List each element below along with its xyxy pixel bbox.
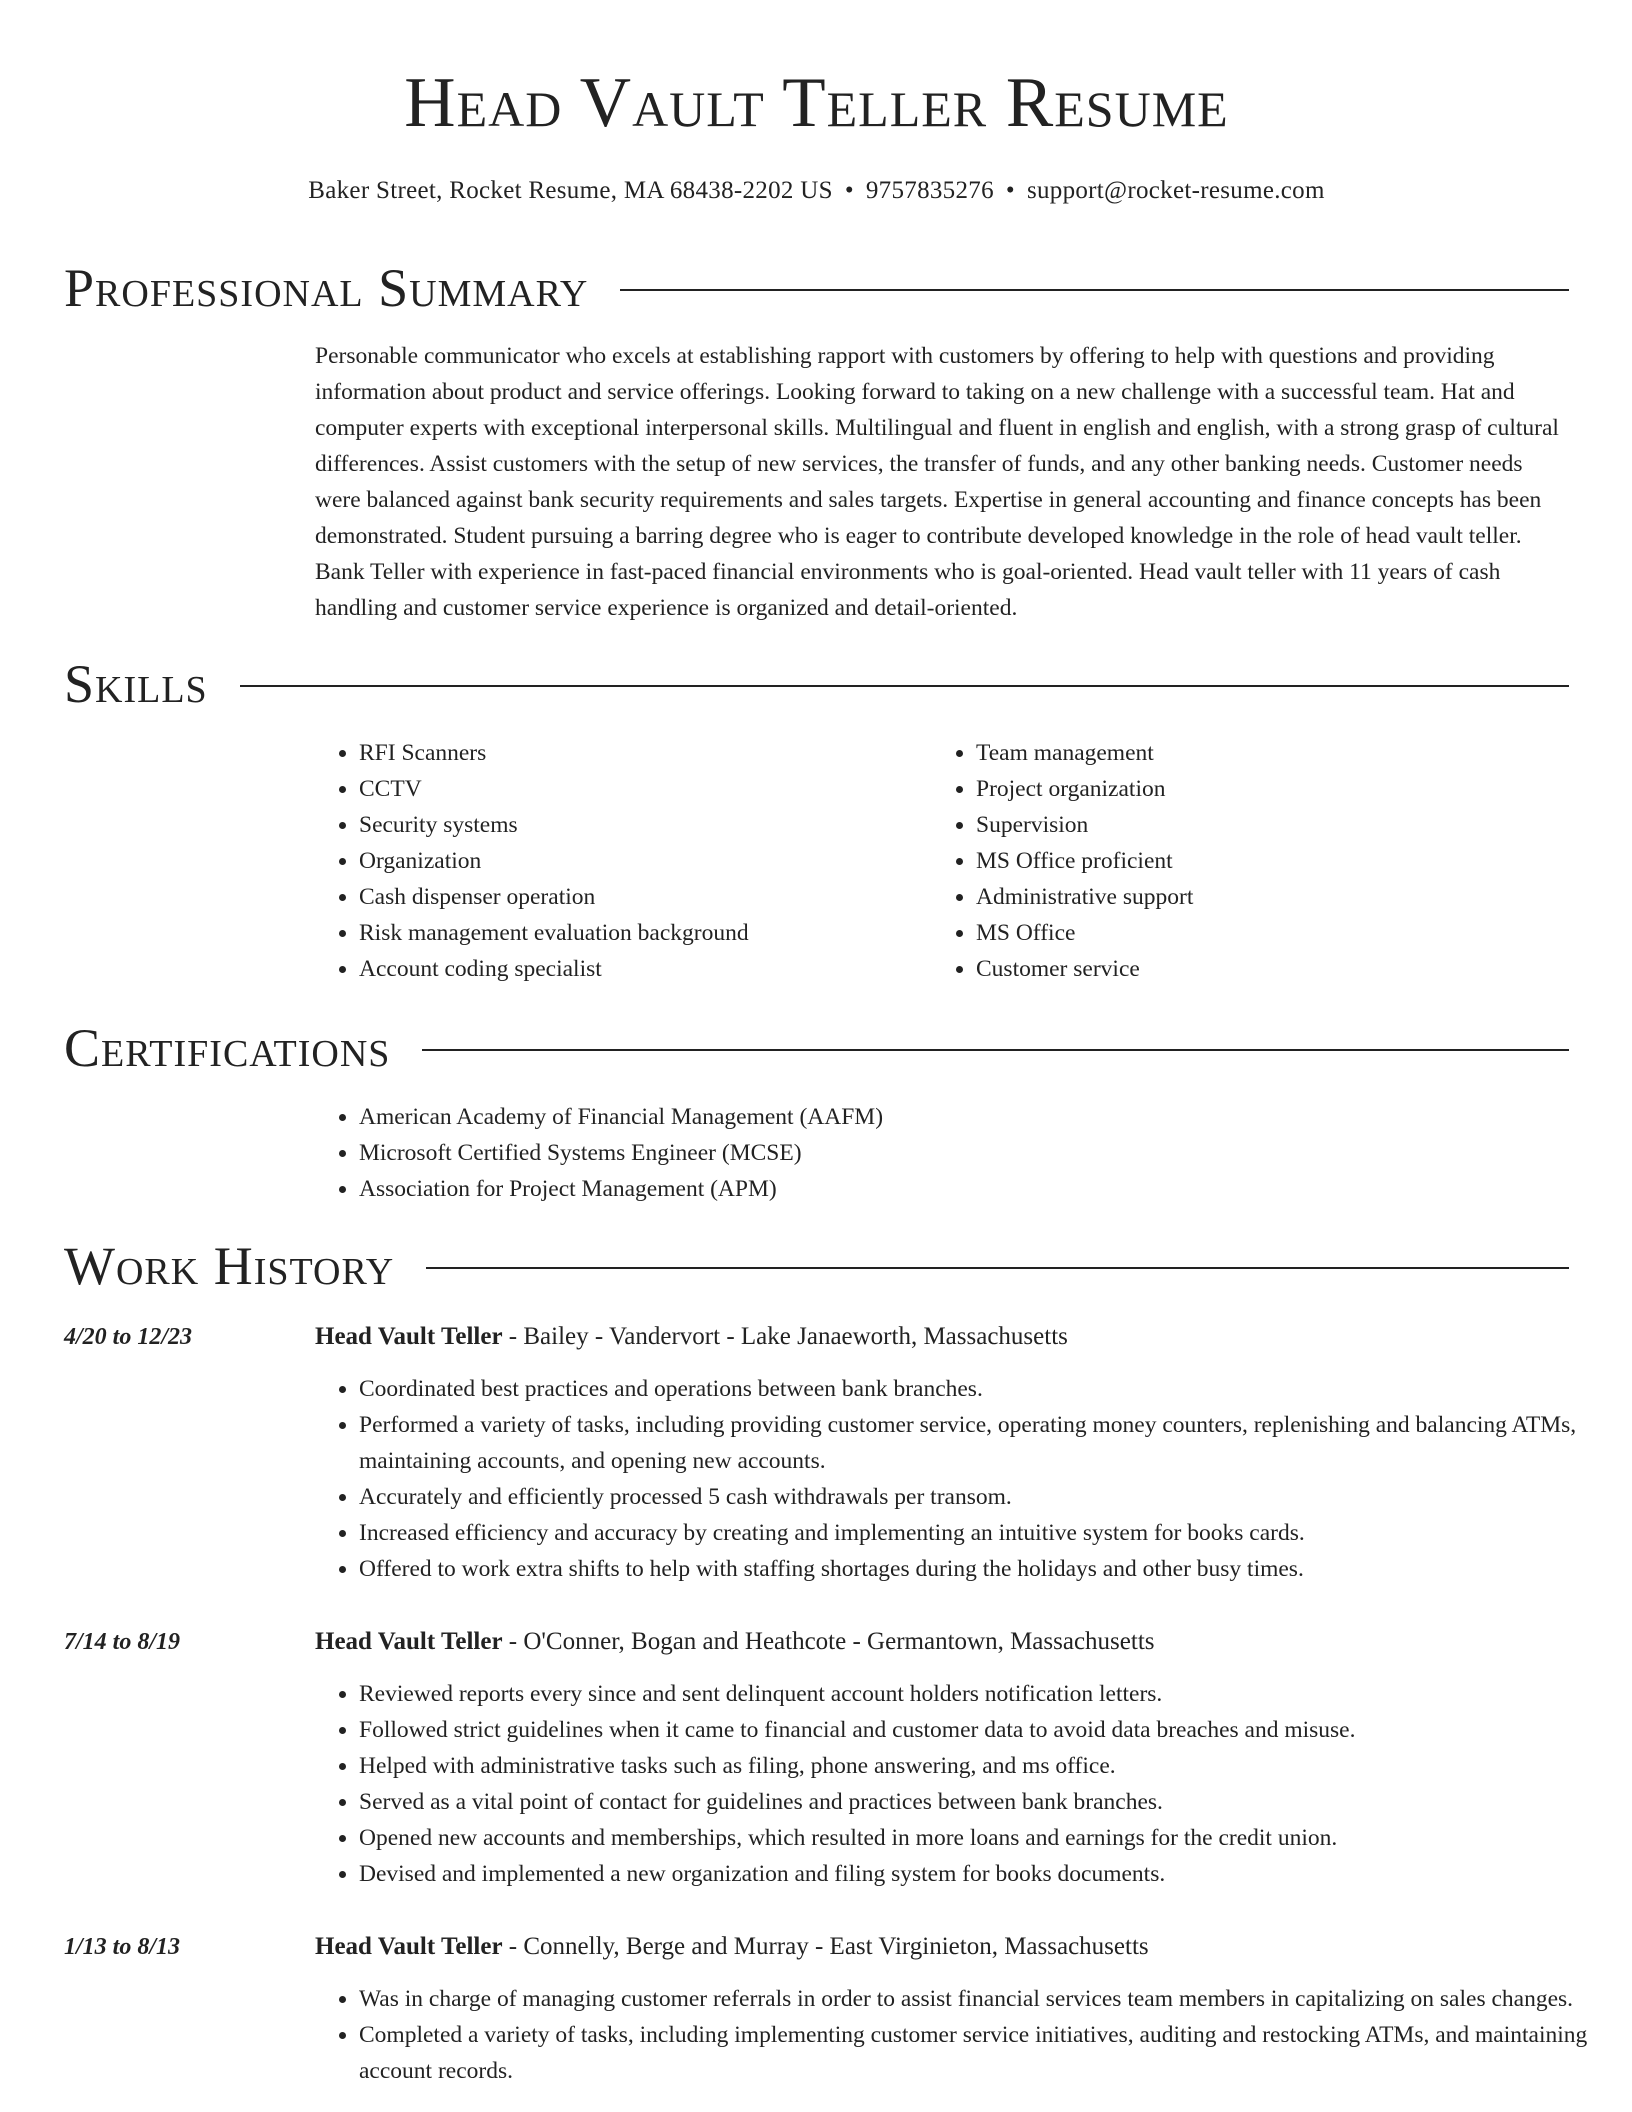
job-bullet: • Completed a variety of tasks, including implementing customer service initiatives, auditing and restocking ATMs, and maintaining account records. — [359, 2017, 1613, 2089]
job-bullet: • Opened new accounts and memberships, which resulted in more loans and earnings for the credit union. — [359, 1820, 1613, 1856]
job-bullet: • Followed strict guidelines when it came to financial and customer data to avoid data breaches and misuse. — [359, 1712, 1613, 1748]
skill-item: • Project organization — [976, 771, 1549, 807]
skill-item: • Team management — [976, 735, 1549, 771]
job-header — [315, 1624, 1569, 1660]
skills-list-right — [932, 735, 1549, 987]
section-divider — [240, 685, 1569, 687]
skills-section-header — [64, 654, 1569, 714]
certification-item: • Association for Project Management (APM) — [359, 1171, 1569, 1207]
job-bullet-list — [315, 1676, 1613, 1892]
section-divider — [426, 1267, 1569, 1269]
job-bullet: • Increased efficiency and accuracy by creating and implementing an intuitive system for books cards. — [359, 1515, 1613, 1551]
job-bullet: • Was in charge of managing customer referrals in order to assist financial services team members in capitalizing on sales changes. — [359, 1981, 1613, 2017]
job-bullet: • Served as a vital point of contact for guidelines and practices between bank branches. — [359, 1784, 1613, 1820]
skill-item: • MS Office — [976, 915, 1549, 951]
job-details: - Connelly, Berge and Murray - East Virginieton, Massachusetts — [502, 1933, 1149, 1960]
skills-list-left — [315, 735, 932, 987]
page-title: Head Vault Teller Resume — [404, 64, 1229, 142]
contact-address: Baker Street, Rocket Resume, MA 68438-2202 US — [308, 177, 833, 204]
job-role: Head Vault Teller — [315, 1628, 503, 1655]
skill-item: • Customer service — [976, 951, 1549, 987]
summary-text: Personable communicator who excels at establishing rapport with customers by offering to help with questions and providing information about product and service offerings. Looking forward to taking on a new challenge with a successful team. Hat and computer experts with exceptional interpersonal skills. Multilingual and fluent in english and english, with a strong grasp of cultural differences. Assist customers with the setup of new services, the transfer of funds, and any other banking needs. Customer needs were balanced against bank security requirements and sales targets. Expertise in general accounting and finance concepts has been demonstrated. Student pursuing a barring degree who is eager to contribute developed knowledge in the role of head vault teller. Bank Teller with experience in fast-paced financial environments who is goal-oriented. Head vault teller with 11 years of cash handling and customer service experience is organized and detail-oriented. — [315, 343, 1559, 621]
skill-item: • Risk management evaluation background — [359, 915, 932, 951]
job-bullet: • Devised and implemented a new organization and filing system for books documents. — [359, 1856, 1613, 1892]
work-heading: Work History — [64, 1236, 395, 1296]
job-bullet: • Coordinated best practices and operations between bank branches. — [359, 1371, 1613, 1407]
contact-email: support@rocket-resume.com — [1026, 177, 1325, 204]
certifications-content — [315, 1099, 1569, 1207]
job-dates: 7/14 to 8/19 — [64, 1629, 181, 1655]
job-header — [315, 1319, 1569, 1355]
certification-item: • Microsoft Certified Systems Engineer (MCSE) — [359, 1135, 1569, 1171]
certifications-heading: Certifications — [64, 1018, 391, 1078]
skill-item: • Administrative support — [976, 879, 1549, 915]
job-bullet-list — [315, 1371, 1613, 1587]
job-bullet: • Helped with administrative tasks such as filing, phone answering, and ms office. — [359, 1748, 1613, 1784]
skill-item: • Organization — [359, 843, 932, 879]
section-divider — [422, 1049, 1569, 1051]
contact-separator: • — [1005, 177, 1015, 204]
skill-item: • RFI Scanners — [359, 735, 932, 771]
contact-line — [64, 174, 1569, 208]
skill-item: • Cash dispenser operation — [359, 879, 932, 915]
skills-heading: Skills — [64, 654, 208, 714]
job-bullet-list — [315, 1981, 1613, 2089]
job-header — [315, 1929, 1569, 1965]
certifications-list — [315, 1099, 1569, 1207]
job-dates: 4/20 to 12/23 — [64, 1324, 193, 1350]
job-details: - Bailey - Vandervort - Lake Janaeworth, Massachusetts — [502, 1323, 1068, 1350]
skill-item: • Security systems — [359, 807, 932, 843]
work-section-header — [64, 1236, 1569, 1296]
job-role: Head Vault Teller — [315, 1933, 503, 1960]
skill-item: • CCTV — [359, 771, 932, 807]
section-divider — [620, 289, 1569, 291]
job-role: Head Vault Teller — [315, 1323, 503, 1350]
job-bullet: • Offered to work extra shifts to help with staffing shortages during the holidays and other busy times. — [359, 1551, 1613, 1587]
summary-heading: Professional Summary — [64, 258, 589, 318]
job-bullet: • Performed a variety of tasks, including providing customer service, operating money counters, replenishing and balancing ATMs, maintaining accounts, and opening new accounts. — [359, 1407, 1613, 1479]
job-details: - O'Conner, Bogan and Heathcote - Germantown, Massachusetts — [502, 1628, 1155, 1655]
skill-item: • Account coding specialist — [359, 951, 932, 987]
certification-item: • American Academy of Financial Management (AAFM) — [359, 1099, 1569, 1135]
skill-item: • MS Office proficient — [976, 843, 1549, 879]
summary-content — [315, 338, 1569, 626]
job-dates: 1/13 to 8/13 — [64, 1934, 181, 1960]
job-bullet: • Accurately and efficiently processed 5 cash withdrawals per transom. — [359, 1479, 1613, 1515]
skill-item: • Supervision — [976, 807, 1549, 843]
summary-section-header — [64, 258, 1569, 318]
contact-separator: • — [844, 177, 854, 204]
certifications-section-header — [64, 1018, 1569, 1078]
skills-content — [315, 735, 1569, 987]
contact-phone: 9757835276 — [865, 177, 994, 204]
job-bullet: • Reviewed reports every since and sent delinquent account holders notification letters. — [359, 1676, 1613, 1712]
